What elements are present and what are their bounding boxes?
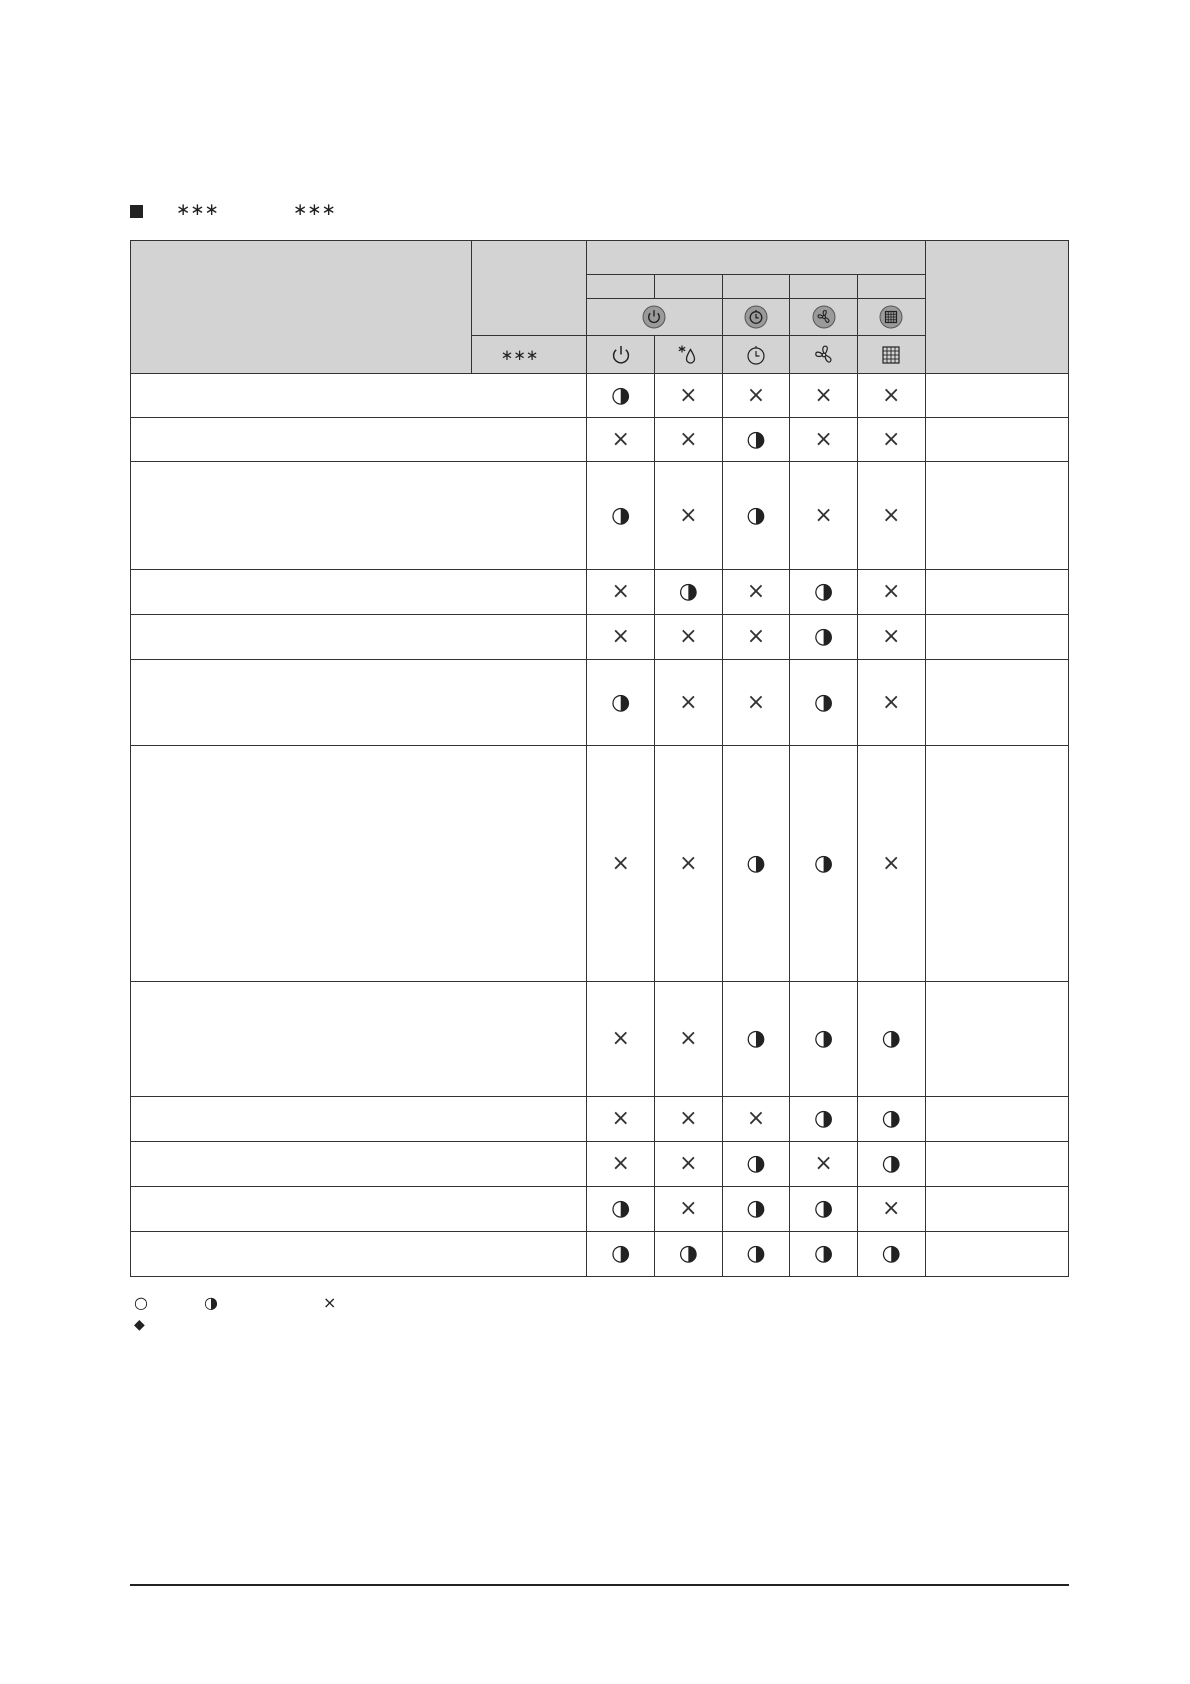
row-status-cell	[722, 1187, 790, 1232]
half-filled-circle-symbol: ◑	[813, 1026, 834, 1051]
row-status-cell	[587, 982, 655, 1097]
row-status-cell	[857, 418, 925, 462]
row-condition-cell	[131, 615, 587, 660]
row-remark-cell	[925, 418, 1068, 462]
cross-symbol: ×	[882, 624, 901, 649]
row-status-cell	[790, 1232, 858, 1277]
row-condition-cell	[131, 418, 587, 462]
row-status-cell	[654, 1187, 722, 1232]
power-icon	[642, 305, 666, 329]
half-filled-circle-symbol: ◑	[813, 1241, 834, 1266]
row-status-cell	[587, 1187, 655, 1232]
row-status-cell	[587, 660, 655, 746]
header-power-icon-cell	[587, 336, 655, 374]
table-row	[131, 660, 1069, 746]
table-row	[131, 746, 1069, 982]
cross-symbol: ×	[611, 1026, 630, 1051]
row-remark-cell	[925, 1097, 1068, 1142]
header-model-column	[472, 241, 587, 336]
row-condition-cell	[131, 982, 587, 1097]
half-filled-circle-symbol: ◑	[611, 502, 631, 528]
row-condition-cell	[131, 462, 587, 570]
row-status-cell	[857, 570, 925, 615]
cross-symbol: ×	[882, 579, 901, 604]
row-remark-cell	[925, 1232, 1068, 1277]
row-condition-cell	[131, 746, 587, 982]
header-fan-badge-cell	[790, 299, 858, 336]
legend-diamond-symbol: ◆	[134, 1317, 145, 1333]
row-status-cell	[654, 746, 722, 982]
heading-square-bullet	[130, 205, 143, 218]
header-fan-icon-cell	[790, 336, 858, 374]
cross-symbol: ×	[882, 850, 901, 876]
cross-symbol: ×	[882, 502, 901, 528]
row-status-cell	[857, 374, 925, 418]
row-status-cell	[654, 1142, 722, 1187]
header-subcell-5	[857, 275, 925, 299]
header-timer-badge-cell	[722, 299, 790, 336]
row-condition-cell	[131, 1232, 587, 1277]
row-remark-cell	[925, 374, 1068, 418]
header-subcell-2	[654, 275, 722, 299]
row-status-cell	[857, 660, 925, 746]
table-row	[131, 1187, 1069, 1232]
cross-symbol: ×	[882, 689, 901, 715]
row-status-cell	[587, 462, 655, 570]
header-filter-icon-cell	[857, 336, 925, 374]
half-filled-circle-symbol: ◑	[813, 624, 834, 649]
row-condition-cell	[131, 1097, 587, 1142]
row-status-cell	[587, 1142, 655, 1187]
cross-symbol: ×	[611, 1151, 630, 1176]
half-filled-circle-symbol: ◑	[813, 1106, 834, 1131]
row-status-cell	[790, 1187, 858, 1232]
row-status-cell	[857, 462, 925, 570]
row-remark-cell	[925, 1187, 1068, 1232]
row-status-cell	[587, 746, 655, 982]
row-status-cell	[587, 1232, 655, 1277]
half-filled-circle-symbol: ◑	[611, 689, 631, 715]
half-filled-circle-symbol: ◑	[746, 1151, 766, 1176]
legend-cross-symbol: ×	[323, 1293, 337, 1312]
defrost-icon	[676, 343, 700, 367]
row-status-cell	[722, 418, 790, 462]
power-icon	[609, 343, 633, 367]
section-heading	[130, 200, 336, 222]
row-status-cell	[722, 982, 790, 1097]
row-status-cell	[587, 1097, 655, 1142]
cross-symbol: ×	[679, 689, 698, 715]
row-status-cell	[857, 746, 925, 982]
cross-symbol: ×	[679, 624, 698, 649]
cross-symbol: ×	[814, 426, 833, 452]
half-filled-circle-symbol: ◑	[813, 689, 834, 715]
half-filled-circle-symbol: ◑	[611, 382, 631, 408]
row-status-cell	[790, 1097, 858, 1142]
cross-symbol: ×	[679, 850, 698, 876]
cross-symbol: ×	[882, 1196, 901, 1221]
row-status-cell	[857, 1232, 925, 1277]
row-status-cell	[654, 1097, 722, 1142]
half-filled-circle-symbol: ◑	[746, 502, 766, 528]
status-table	[130, 240, 1069, 1277]
timer-icon	[744, 305, 768, 329]
header-model-row2: ∗∗∗	[472, 336, 587, 374]
filter-icon	[879, 343, 903, 367]
row-status-cell	[790, 982, 858, 1097]
header-power-badge-cell	[587, 299, 722, 336]
footer-rule	[130, 1584, 1069, 1586]
cross-symbol: ×	[746, 579, 766, 604]
cross-symbol: ×	[611, 579, 630, 604]
status-rows	[131, 374, 1069, 1277]
row-condition-cell	[131, 374, 587, 418]
heading-model-b: ∗∗∗	[293, 200, 336, 220]
legend-half-symbol: ◑	[204, 1293, 218, 1312]
cross-symbol: ×	[679, 1026, 698, 1051]
cross-symbol: ×	[679, 426, 698, 452]
legend-circle-symbol: ○	[134, 1293, 148, 1312]
half-filled-circle-symbol: ◑	[746, 1196, 766, 1221]
row-status-cell	[790, 660, 858, 746]
row-status-cell	[722, 746, 790, 982]
cross-symbol: ×	[679, 1106, 698, 1131]
header-subcell-1	[587, 275, 655, 299]
half-filled-circle-symbol: ◑	[678, 1241, 698, 1266]
header-timer-icon-cell	[722, 336, 790, 374]
cross-symbol: ×	[746, 382, 766, 408]
row-remark-cell	[925, 660, 1068, 746]
row-status-cell	[587, 615, 655, 660]
table-row	[131, 418, 1069, 462]
header-remark-cell	[925, 241, 1068, 374]
header-filter-badge-cell	[857, 299, 925, 336]
row-status-cell	[790, 570, 858, 615]
row-status-cell	[790, 1142, 858, 1187]
cross-symbol: ×	[679, 382, 698, 408]
cross-symbol: ×	[882, 382, 901, 408]
legend-note	[134, 1317, 145, 1333]
half-filled-circle-symbol: ◑	[746, 426, 766, 452]
row-status-cell	[722, 1142, 790, 1187]
header-defrost-icon-cell	[654, 336, 722, 374]
row-status-cell	[722, 374, 790, 418]
row-status-cell	[722, 660, 790, 746]
row-status-cell	[857, 1187, 925, 1232]
row-status-cell	[654, 374, 722, 418]
row-remark-cell	[925, 1142, 1068, 1187]
row-status-cell	[790, 615, 858, 660]
row-status-cell	[654, 570, 722, 615]
header-subcell-3	[722, 275, 790, 299]
row-status-cell	[722, 462, 790, 570]
row-status-cell	[587, 570, 655, 615]
half-filled-circle-symbol: ◑	[881, 1106, 901, 1131]
cross-symbol: ×	[611, 1106, 630, 1131]
row-status-cell	[654, 418, 722, 462]
row-status-cell	[654, 1232, 722, 1277]
row-status-cell	[654, 615, 722, 660]
row-status-cell	[654, 462, 722, 570]
cross-symbol: ×	[746, 624, 766, 649]
row-status-cell	[790, 418, 858, 462]
row-status-cell	[654, 660, 722, 746]
table-row	[131, 1142, 1069, 1187]
header-indicator-group	[587, 241, 925, 275]
cross-symbol: ×	[746, 689, 766, 715]
row-condition-cell	[131, 1187, 587, 1232]
cross-symbol: ×	[611, 426, 630, 452]
heading-model-a: ∗∗∗	[176, 200, 219, 220]
fan-icon	[812, 305, 836, 329]
row-remark-cell	[925, 982, 1068, 1097]
half-filled-circle-symbol: ◑	[746, 850, 766, 876]
half-filled-circle-symbol: ◑	[746, 1026, 766, 1051]
row-remark-cell	[925, 746, 1068, 982]
cross-symbol: ×	[814, 1151, 833, 1176]
header-subcell-4	[790, 275, 858, 299]
row-status-cell	[587, 374, 655, 418]
row-status-cell	[722, 1097, 790, 1142]
half-filled-circle-symbol: ◑	[881, 1241, 901, 1266]
timer-icon	[744, 343, 768, 367]
half-filled-circle-symbol: ◑	[813, 579, 834, 604]
cross-symbol: ×	[814, 502, 833, 528]
row-condition-cell	[131, 570, 587, 615]
row-status-cell	[790, 374, 858, 418]
table-row	[131, 462, 1069, 570]
row-status-cell	[857, 982, 925, 1097]
half-filled-circle-symbol: ◑	[611, 1241, 631, 1266]
cross-symbol: ×	[679, 1151, 698, 1176]
cross-symbol: ×	[611, 624, 630, 649]
row-status-cell	[722, 615, 790, 660]
row-status-cell	[790, 462, 858, 570]
row-status-cell	[722, 570, 790, 615]
half-filled-circle-symbol: ◑	[813, 1196, 834, 1221]
cross-symbol: ×	[814, 382, 833, 408]
row-status-cell	[857, 1142, 925, 1187]
half-filled-circle-symbol: ◑	[678, 579, 698, 604]
table-row	[131, 1232, 1069, 1277]
row-status-cell	[857, 615, 925, 660]
row-status-cell	[857, 1097, 925, 1142]
half-filled-circle-symbol: ◑	[746, 1241, 766, 1266]
cross-symbol: ×	[679, 1196, 698, 1221]
cross-symbol: ×	[882, 426, 901, 452]
cross-symbol: ×	[746, 1106, 766, 1131]
half-filled-circle-symbol: ◑	[813, 850, 834, 876]
row-status-cell	[654, 982, 722, 1097]
header-condition-cell	[131, 241, 472, 374]
table-row	[131, 374, 1069, 418]
row-condition-cell	[131, 660, 587, 746]
cross-symbol: ×	[611, 850, 630, 876]
cross-symbol: ×	[679, 502, 698, 528]
row-status-cell	[790, 746, 858, 982]
row-remark-cell	[925, 615, 1068, 660]
table-row	[131, 1097, 1069, 1142]
filter-icon	[879, 305, 903, 329]
table-row	[131, 615, 1069, 660]
row-condition-cell	[131, 1142, 587, 1187]
table-row	[131, 982, 1069, 1097]
table-row	[131, 570, 1069, 615]
row-remark-cell	[925, 462, 1068, 570]
row-status-cell	[722, 1232, 790, 1277]
row-remark-cell	[925, 570, 1068, 615]
row-status-cell	[587, 418, 655, 462]
fan-icon	[812, 343, 836, 367]
half-filled-circle-symbol: ◑	[881, 1026, 901, 1051]
half-filled-circle-symbol: ◑	[611, 1196, 631, 1221]
half-filled-circle-symbol: ◑	[881, 1151, 901, 1176]
